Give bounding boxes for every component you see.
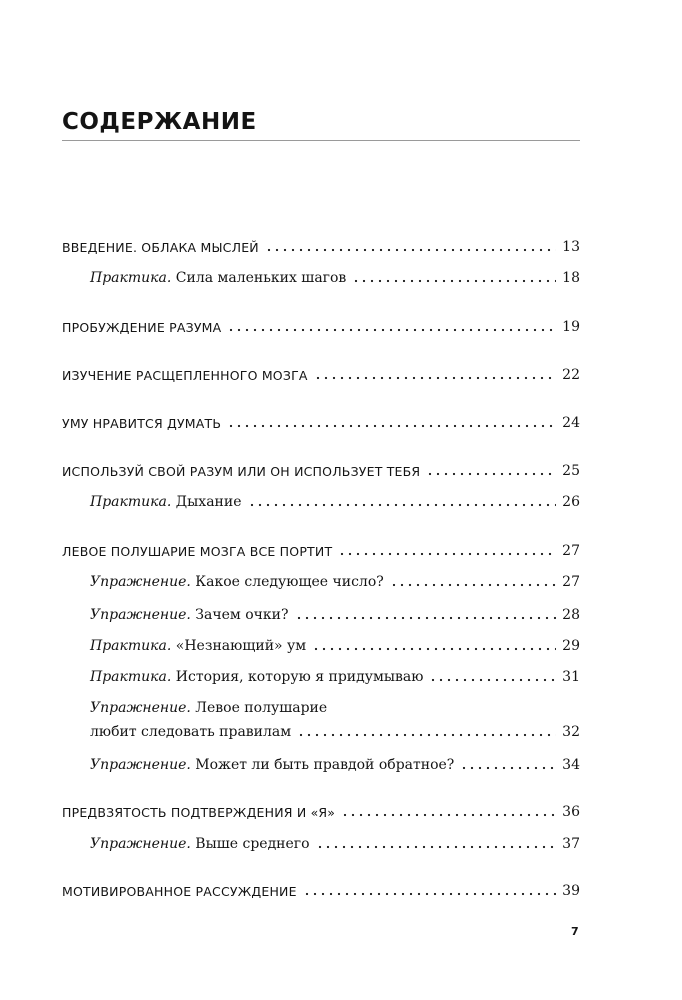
toc-entry-kind: Упражнение. [90, 607, 191, 623]
toc-page-number: 31 [562, 669, 580, 685]
title-rule [62, 140, 580, 141]
toc-page-number: 25 [562, 463, 580, 479]
dot-leader [227, 317, 556, 332]
toc-entry-section[interactable] [90, 755, 580, 773]
toc-entry-section[interactable] [90, 834, 580, 852]
toc-entry-chapter[interactable] [62, 541, 580, 559]
toc-entry-kind: Практика. [90, 270, 172, 286]
toc-entry-chapter[interactable] [62, 317, 580, 335]
toc-entry-section[interactable] [90, 572, 580, 590]
toc-entry-title: Дыхание [175, 494, 242, 510]
toc-entry-chapter[interactable] [62, 237, 580, 255]
toc-entry-chapter[interactable] [62, 881, 580, 899]
toc-entry-section-first-line[interactable] [90, 700, 580, 716]
toc-entry-title-continued: любит следовать правилам [90, 724, 292, 740]
toc-entry-section[interactable] [90, 268, 580, 286]
toc-entry-kind: Практика. [90, 669, 172, 685]
toc-page-number: 22 [562, 367, 580, 383]
toc-page-number: 26 [562, 494, 580, 510]
toc-page-number: 28 [562, 607, 580, 623]
toc-page-number: 32 [562, 724, 580, 740]
toc-entry-kind: Практика. [90, 638, 172, 654]
toc-entry-chapter[interactable] [62, 365, 580, 383]
dot-leader [316, 834, 557, 849]
dot-leader [338, 541, 556, 556]
toc-page-number: 36 [562, 804, 580, 820]
toc-entry-title: МОТИВИРОВАННОЕ РАССУЖДЕНИЕ [62, 884, 297, 899]
toc-entry-section[interactable] [90, 605, 580, 623]
toc-entry-kind: Упражнение. [90, 700, 191, 716]
toc-entry-title: ВВЕДЕНИЕ. ОБЛАКА МЫСЛЕЙ [62, 240, 259, 255]
dot-leader [426, 461, 556, 476]
toc-page-number: 19 [562, 319, 580, 335]
toc-entry-title: ПРОБУЖДЕНИЕ РАЗУМА [62, 320, 222, 335]
dot-leader [227, 413, 556, 428]
toc-page-number: 13 [562, 239, 580, 255]
toc-entry-kind: Практика. [90, 494, 172, 510]
toc-entry-title: «Незнающий» ум [175, 638, 307, 654]
toc-page-number: 34 [562, 757, 580, 773]
toc-page-number: 27 [562, 543, 580, 559]
toc-page-number: 24 [562, 415, 580, 431]
toc-entry-title: Левое полушарие [195, 700, 328, 716]
toc-entry-title: История, которую я придумываю [175, 669, 424, 685]
toc-entry-title: УМУ НРАВИТСЯ ДУМАТЬ [62, 416, 222, 431]
page-title: СОДЕРЖАНИЕ [62, 109, 257, 135]
toc-entry-title: ИЗУЧЕНИЕ РАСЩЕПЛЕННОГО МОЗГА [62, 368, 308, 383]
dot-leader [265, 237, 556, 252]
dot-leader [312, 636, 556, 651]
toc-entry-title: ПРЕДВЗЯТОСТЬ ПОДТВЕРЖДЕНИЯ И «Я» [62, 805, 336, 820]
dot-leader [352, 268, 556, 283]
toc-entry-title: Зачем очки? [195, 607, 289, 623]
dot-leader [314, 365, 557, 380]
dot-leader [341, 802, 556, 817]
dot-leader [297, 722, 556, 737]
toc-entry-title: Выше среднего [195, 836, 310, 852]
dot-leader [429, 667, 556, 682]
toc-entry-title: Какое следующее число? [195, 574, 384, 590]
toc-page-number: 29 [562, 638, 580, 654]
dot-leader [303, 881, 556, 896]
dot-leader [390, 572, 556, 587]
toc-page-number: 39 [562, 883, 580, 899]
toc-entry-title: ИСПОЛЬЗУЙ СВОЙ РАЗУМ ИЛИ ОН ИСПОЛЬЗУЕТ ТЕБЯ [62, 464, 421, 479]
toc-entry-section[interactable] [90, 722, 580, 740]
page-number: 7 [571, 925, 579, 938]
toc-entry-title: ЛЕВОЕ ПОЛУШАРИЕ МОЗГА ВСЕ ПОРТИТ [62, 544, 333, 559]
toc-entry-section[interactable] [90, 636, 580, 654]
toc-entry-title: Может ли быть правдой обратное? [195, 757, 455, 773]
toc-page-number: 18 [562, 270, 580, 286]
toc-entry-title: Сила маленьких шагов [175, 270, 347, 286]
toc-entry-section[interactable] [90, 492, 580, 510]
toc-entry-kind: Упражнение. [90, 757, 191, 773]
toc-entry-chapter[interactable] [62, 802, 580, 820]
toc-entry-section[interactable] [90, 667, 580, 685]
toc-entry-chapter[interactable] [62, 413, 580, 431]
toc-entry-kind: Упражнение. [90, 836, 191, 852]
dot-leader [460, 755, 556, 770]
toc-page-number: 27 [562, 574, 580, 590]
toc-entry-chapter[interactable] [62, 461, 580, 479]
toc-page-number: 37 [562, 836, 580, 852]
dot-leader [295, 605, 557, 620]
dot-leader [248, 492, 557, 507]
toc-entry-kind: Упражнение. [90, 574, 191, 590]
